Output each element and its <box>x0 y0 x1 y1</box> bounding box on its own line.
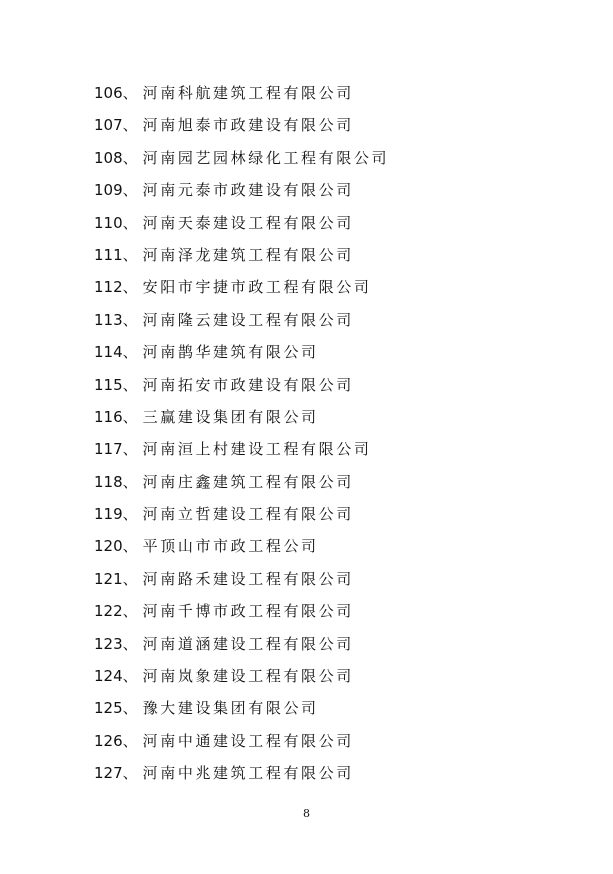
list-item <box>94 77 389 109</box>
item-number: 112 <box>94 278 123 297</box>
item-separator: 、 <box>122 148 138 167</box>
item-number: 113 <box>94 310 123 329</box>
item-separator: 、 <box>122 602 138 621</box>
company-name: 河南洹上村建设工程有限公司 <box>142 440 372 459</box>
item-separator: 、 <box>122 667 138 686</box>
company-name: 河南泽龙建筑工程有限公司 <box>142 245 354 264</box>
list-item <box>94 628 389 660</box>
list-item <box>94 304 389 336</box>
company-list <box>94 77 389 790</box>
item-separator: 、 <box>122 375 138 394</box>
list-item <box>94 207 389 239</box>
item-separator: 、 <box>122 84 138 102</box>
list-item <box>94 530 389 562</box>
item-number: 115 <box>94 375 123 394</box>
list-item <box>94 336 389 368</box>
list-item <box>94 109 389 141</box>
item-separator: 、 <box>122 213 138 232</box>
item-number: 117 <box>94 440 123 459</box>
company-name: 河南立哲建设工程有限公司 <box>142 505 354 524</box>
item-separator: 、 <box>122 505 138 524</box>
company-name: 河南园艺园林绿化工程有限公司 <box>142 148 390 167</box>
item-number: 110 <box>94 213 123 232</box>
list-item <box>94 369 389 401</box>
item-number: 106 <box>94 84 123 102</box>
item-number: 120 <box>94 537 123 556</box>
item-number: 125 <box>94 699 123 718</box>
page-number: 8 <box>303 807 310 820</box>
company-name: 河南拓安市政建设有限公司 <box>142 375 354 394</box>
item-separator: 、 <box>122 634 138 653</box>
item-separator: 、 <box>122 569 138 588</box>
item-separator: 、 <box>122 731 138 750</box>
item-number: 116 <box>94 407 123 426</box>
item-separator: 、 <box>122 764 138 783</box>
list-item <box>94 174 389 206</box>
item-separator: 、 <box>122 699 138 718</box>
item-separator: 、 <box>122 116 138 135</box>
company-name: 河南路禾建设工程有限公司 <box>142 569 354 588</box>
list-item <box>94 725 389 757</box>
list-item <box>94 563 389 595</box>
company-name: 河南道涵建设工程有限公司 <box>142 634 354 653</box>
item-separator: 、 <box>122 537 138 556</box>
list-item <box>94 433 389 465</box>
item-number: 107 <box>94 116 123 135</box>
list-item <box>94 660 389 692</box>
item-number: 111 <box>94 245 123 264</box>
company-name: 河南天泰建设工程有限公司 <box>142 213 354 232</box>
company-name: 河南旭泰市政建设有限公司 <box>142 116 354 135</box>
company-name: 河南隆云建设工程有限公司 <box>142 310 354 329</box>
item-separator: 、 <box>122 245 138 264</box>
list-item <box>94 142 389 174</box>
item-separator: 、 <box>122 343 138 362</box>
list-item <box>94 239 389 271</box>
item-number: 122 <box>94 602 123 621</box>
company-name: 河南元泰市政建设有限公司 <box>142 181 354 200</box>
company-name: 安阳市宇捷市政工程有限公司 <box>142 278 372 297</box>
item-separator: 、 <box>122 472 138 491</box>
company-name: 河南科航建筑工程有限公司 <box>142 84 354 102</box>
item-number: 109 <box>94 181 123 200</box>
item-number: 124 <box>94 667 123 686</box>
company-name: 河南中兆建筑工程有限公司 <box>142 764 354 783</box>
company-name: 河南千博市政工程有限公司 <box>142 602 354 621</box>
company-name: 豫大建设集团有限公司 <box>142 699 319 718</box>
item-separator: 、 <box>122 440 138 459</box>
item-number: 118 <box>94 472 123 491</box>
company-name: 河南庄鑫建筑工程有限公司 <box>142 472 354 491</box>
item-number: 108 <box>94 148 123 167</box>
company-name: 河南岚象建设工程有限公司 <box>142 667 354 686</box>
item-separator: 、 <box>122 278 138 297</box>
item-number: 127 <box>94 764 123 783</box>
list-item <box>94 271 389 303</box>
list-item <box>94 401 389 433</box>
item-separator: 、 <box>122 310 138 329</box>
list-item <box>94 692 389 724</box>
list-item <box>94 466 389 498</box>
company-name: 平顶山市市政工程公司 <box>142 537 319 556</box>
item-number: 119 <box>94 505 123 524</box>
item-number: 123 <box>94 634 123 653</box>
item-separator: 、 <box>122 407 138 426</box>
company-name: 河南鹊华建筑有限公司 <box>142 343 319 362</box>
item-number: 121 <box>94 569 123 588</box>
company-name: 三赢建设集团有限公司 <box>142 407 319 426</box>
item-number: 126 <box>94 731 123 750</box>
item-number: 114 <box>94 343 123 362</box>
list-item <box>94 498 389 530</box>
list-item <box>94 595 389 627</box>
list-item <box>94 757 389 789</box>
item-separator: 、 <box>122 181 138 200</box>
company-name: 河南中通建设工程有限公司 <box>142 731 354 750</box>
